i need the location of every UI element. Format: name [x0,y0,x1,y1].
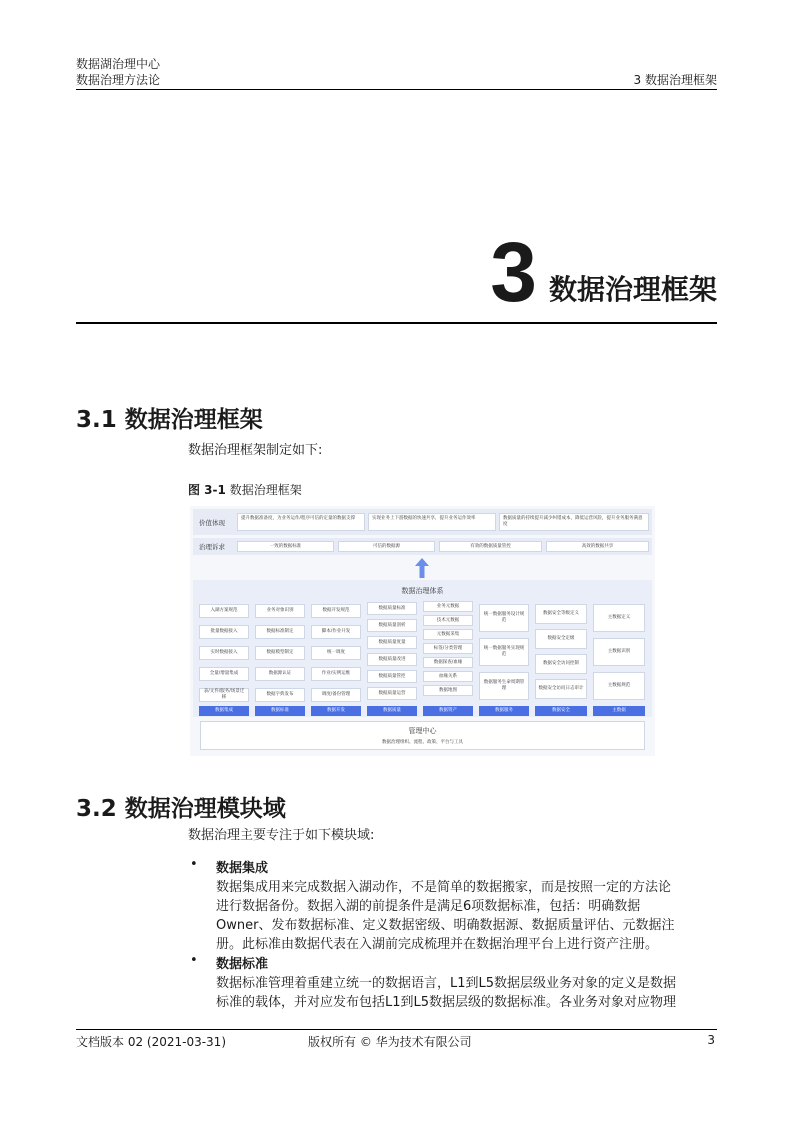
value-row [193,509,652,535]
module-item: 主数据识别 [593,638,645,666]
value-box: 提升数据准备度，为业务运作/程序可信的定量的数据支撑 [237,513,365,531]
module-item: 全量/增量集成 [199,667,249,681]
requirement-box: 可信的数据源 [338,541,435,552]
module-item: 数据开发规范 [311,604,361,618]
module-item: 数据源认证 [255,667,305,681]
body-line: Owner、发布数据标准、定义数据密级、明确数据源、数据质量评估、元数据注 [216,918,675,933]
body-line: 册。此标准由数据代表在入湖前完成梳理并在数据治理平台上进行资产注册。 [216,937,659,952]
section-intro-3-2: 数据治理主要专注于如下模块域: [188,828,375,843]
header-doc-titles [76,56,160,88]
module-item: 批量数据接入 [199,625,249,639]
module-item: 技术元数据 [423,615,473,626]
value-row-label: 价值体现 [199,519,225,527]
module-item: 数据质量标准 [367,602,417,615]
header-line-2: 数据治理方法论 [76,73,161,87]
figure-caption [188,481,302,498]
module-footer: 数据安全 [535,706,587,716]
module-footer: 数据集成 [199,706,249,716]
module-item: 表/文件/服务/场景迁移 [199,688,249,702]
module-item: 数据质量改进 [367,653,417,666]
module-item: 数据地图 [423,685,473,696]
module-item: 数据质量管控 [367,670,417,683]
module-item: 元数据采集 [423,629,473,640]
module-item: 调度/备份管理 [311,688,361,702]
requirement-box: 一致的数据标准 [237,541,334,552]
module-item: 数据字典发布 [255,688,305,702]
body-line: 数据标准管理着重建立统一的数据语言，L1到L5数据层级业务对象的定义是数据 [216,976,677,991]
module-item: 数据标准制定 [255,625,305,639]
module-item: 作业/实例运维 [311,667,361,681]
bullet-icon: • [190,953,198,968]
module-footer: 数据服务 [479,706,529,716]
bullet-body [216,974,718,1012]
chapter-divider [76,322,717,324]
section-heading-3-2: 3.2 数据治理模块域 [76,796,286,822]
page-header [76,56,717,90]
value-box: 数据质量的持续提升减少纠错成本，降低运营风险，提升业务服务满意度 [499,513,649,531]
module-item: 统一数据服务实现规范 [479,638,529,666]
body-line: 数据集成用来完成数据入湖动作，不是简单的数据搬家，而是按照一定的方法论 [216,880,672,895]
footer-version: 文档版本 02 (2021-03-31) [76,1035,227,1049]
module-footer: 数据开发 [311,706,361,716]
figure-label: 图 3-1 [188,483,226,497]
management-title: 管理中心 [408,727,437,735]
header-chapter-ref: 3 数据治理框架 [633,73,717,87]
bullet-title: 数据集成 [216,861,269,876]
module-item: 数据质量剖析 [367,619,417,632]
bullet-body [216,878,718,954]
module-item: 数据安全定级 [535,629,587,649]
bullet-icon: • [190,857,198,872]
footer-copyright: 版权所有 © 华为技术有限公司 [308,1035,472,1049]
module-item: 实时数据接入 [199,646,249,660]
page-footer [76,1029,717,1049]
up-arrow-icon [415,558,429,578]
module-item: 数据质量运营 [367,687,417,700]
module-item: 入湖方案规范 [199,604,249,618]
module-item: 业务对象识别 [255,604,305,618]
governance-framework-figure [190,506,655,756]
requirement-row [193,538,652,555]
module-item: 统一调度 [311,646,361,660]
chapter-title-block [490,218,717,319]
module-item: 统一数据服务设计规范 [479,604,529,632]
section-intro-3-1: 数据治理框架制定如下: [188,443,323,458]
module-item: 业务元数据 [423,601,473,612]
module-item: 血缘关系 [423,671,473,682]
chapter-number: 3 [490,225,537,319]
module-item: 脚本/作业开发 [311,625,361,639]
chapter-title: 数据治理框架 [548,273,717,306]
value-box: 实现业务上下游数据的快速共享，提升业务运作效率 [368,513,496,531]
requirement-box: 有效的数据质量管控 [439,541,542,552]
module-footer: 主数据 [593,706,645,716]
management-desc: 数据治理组织、流程、政策、平台与工具 [382,740,463,745]
module-item: 数据质量度量 [367,636,417,649]
module-item: 数据探查/血缘 [423,657,473,668]
requirement-row-label: 治理诉求 [199,543,225,551]
system-title: 数据治理体系 [401,587,444,595]
body-line: 标准的载体，并对应发布包括L1到L5数据层级的数据标准。各业务对象对应物理 [216,995,677,1010]
module-item: 数据安全访问日志审计 [535,679,587,699]
module-item: 主数据规范 [593,672,645,700]
governance-system [193,580,652,717]
module-item: 数据安全等级定义 [535,604,587,624]
module-item: 标签/分类管理 [423,643,473,654]
module-item: 数据模型制定 [255,646,305,660]
section-heading-3-1: 3.1 数据治理框架 [76,407,263,433]
module-footer: 数据标准 [255,706,305,716]
module-footer: 数据质量 [367,706,417,716]
module-item: 主数据定义 [593,604,645,632]
footer-page-number: 3 [707,1033,715,1047]
header-line-1: 数据湖治理中心 [76,57,161,71]
figure-title: 数据治理框架 [229,483,302,497]
body-line: 进行数据备份。数据入湖的前提条件是满足6项数据标准，包括：明确数据 [216,899,641,914]
module-item: 数据安全访问控制 [535,654,587,674]
requirement-box: 高效的数据共享 [546,541,649,552]
module-footer: 数据资产 [423,706,473,716]
management-center [200,721,645,750]
bullet-title: 数据标准 [216,957,269,972]
module-item: 数据服务生命周期管理 [479,672,529,700]
